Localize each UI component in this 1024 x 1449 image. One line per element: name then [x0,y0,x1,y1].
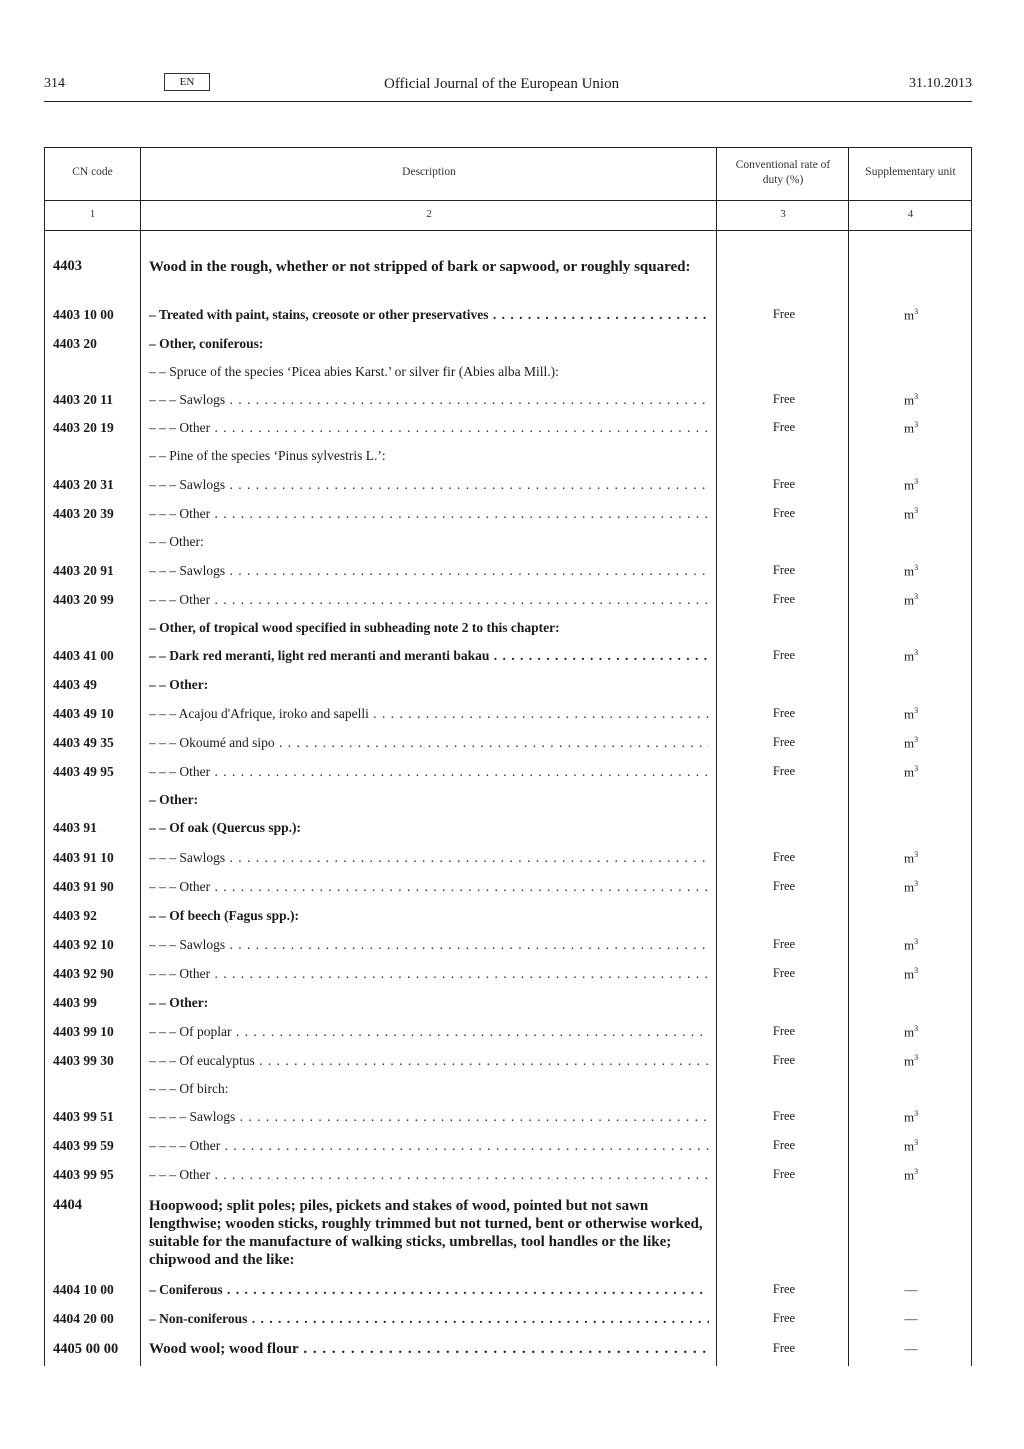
table-row [45,592,971,614]
supplementary-unit [851,1053,971,1069]
duty-rate: Free [772,392,796,406]
unit-symbol: m [903,850,915,866]
cn-code: 4403 49 [53,677,97,692]
table-row [45,364,971,386]
supplementary-unit [851,966,971,982]
description: – – – Of eucalyptus . . . [149,1053,709,1069]
description: – – – – Other . . . [149,1138,709,1154]
description: – – – – Sawlogs . . . [149,1109,709,1125]
description: – Non-coniferous . . . [149,1311,709,1327]
unit-symbol: m [903,307,915,323]
supplementary-unit [851,735,971,751]
cn-code: 4403 92 [53,908,97,923]
unit-exponent: 3 [914,764,919,773]
cn-code: 4404 [53,1197,82,1213]
publication-date: 31.10.2013 [909,76,972,91]
unit-exponent: 3 [914,1109,919,1118]
duty-rate: Free [772,764,796,778]
supplementary-unit [851,477,971,493]
unit-symbol: m [903,1024,915,1040]
supplementary-unit [851,420,971,436]
cn-code: 4403 20 19 [53,420,114,435]
table-row [45,1109,971,1131]
table-row [45,648,971,670]
description: – – – Other . . . [149,592,709,608]
description: – – – Other . . . [149,420,709,436]
table-row [45,506,971,528]
cn-code: 4403 49 95 [53,764,114,779]
cn-code: 4403 91 10 [53,850,114,865]
unit-exponent: 3 [914,506,919,515]
description: – – Other: [149,995,209,1010]
table-row [45,937,971,959]
duty-rate: Free [772,1053,796,1067]
cn-code: 4403 20 91 [53,563,114,578]
description: – – – Okoumé and sipo . . . [149,735,709,751]
supplementary-unit [851,506,971,522]
supplementary-unit [851,879,971,895]
description: – – – Other . . . [149,966,709,982]
unit-exponent: 3 [914,648,919,657]
col-header-description: Description [402,166,456,178]
cn-code: 4403 20 39 [53,506,114,521]
duty-rate: Free [772,592,796,606]
table-row [45,1197,971,1273]
cn-code: 4404 10 00 [53,1282,114,1297]
cn-code: 4403 41 00 [53,648,114,663]
supplementary-unit [851,1282,971,1298]
table-row [45,620,971,642]
supplementary-unit [851,563,971,579]
table-row [45,706,971,728]
unit-exponent: 3 [914,307,919,316]
supplementary-unit [851,850,971,866]
table-row [45,563,971,585]
col-number: 3 [780,208,786,220]
supplementary-unit [851,1109,971,1125]
supplementary-unit [851,648,971,664]
cn-code: 4403 20 11 [53,392,114,407]
unit-symbol: — [904,1311,918,1326]
unit-symbol: m [903,392,915,408]
col-number: 4 [907,208,914,220]
unit-exponent: 3 [914,966,919,975]
unit-symbol: — [904,1282,918,1297]
duty-rate: Free [772,1311,796,1325]
unit-exponent: 3 [914,392,919,401]
supplementary-unit [851,764,971,780]
unit-symbol: m [903,937,915,953]
description: – – – Other . . . [149,1167,709,1183]
supplementary-unit [851,1167,971,1183]
cn-code: 4403 49 10 [53,706,114,721]
col-number: 1 [89,208,96,220]
description: – – – Other . . . [149,879,709,895]
description: – – – Sawlogs . . . [149,563,709,579]
description: – Treated with paint, stains, creosote or other preservatives . . . [149,307,709,323]
unit-symbol: m [903,879,915,895]
table-row [45,448,971,470]
col-header-cn-code: CN code [72,166,113,178]
table-row [45,1053,971,1075]
duty-rate: Free [772,850,796,864]
cn-code: 4403 99 59 [53,1138,114,1153]
description: – – Dark red meranti, light red meranti and meranti bakau . . . [149,648,709,664]
unit-symbol: m [903,506,915,522]
header-rule [44,101,972,102]
description: – – Spruce of the species ‘Picea abies Karst.’ or silver fir (Abies alba Mill.): [149,364,559,379]
tariff-table [44,147,972,1366]
table-row [45,995,971,1017]
duty-rate: Free [772,706,796,720]
page-header [44,72,972,102]
description: – – – Sawlogs . . . [149,937,709,953]
unit-exponent: 3 [914,563,919,572]
cn-code: 4405 00 00 [53,1341,119,1357]
unit-exponent: 3 [914,420,919,429]
header-divider [45,200,971,201]
unit-exponent: 3 [914,1053,919,1062]
description: – – Other: [149,534,204,549]
table-row [45,735,971,757]
table-row [45,1138,971,1160]
description: – – – Other . . . [149,506,709,522]
duty-rate: Free [772,1024,796,1038]
table-row [45,966,971,988]
duty-rate: Free [772,937,796,951]
supplementary-unit [851,392,971,408]
supplementary-unit [851,1311,971,1327]
unit-symbol: m [903,966,915,982]
table-row [45,477,971,499]
cn-code: 4404 20 00 [53,1311,114,1326]
supplementary-unit [851,1341,971,1357]
description: – Coniferous . . . [149,1282,709,1298]
table-row [45,534,971,556]
unit-symbol: m [903,764,915,780]
description: – – Of beech (Fagus spp.): [149,908,300,923]
supplementary-unit [851,937,971,953]
description: Hoopwood; split poles; piles, pickets and stakes of wood, pointed but not sawn lengthwise; wooden sticks, roughly trimmed but not turned, bent or otherwise worked, suitable for the manufacture of walking sticks, umbrellas, tool handles or the like; chipwood and the like: [149,1198,703,1268]
table-row [45,1341,971,1363]
table-row [45,1167,971,1189]
description: – – – Sawlogs . . . [149,477,709,493]
description: – – – Sawlogs . . . [149,850,709,866]
journal-title: Official Journal of the European Union [384,76,620,92]
cn-code: 4403 91 [53,820,97,835]
duty-rate: Free [772,879,796,893]
description: Wood wool; wood flour . . . [149,1341,709,1358]
table-row [45,850,971,872]
unit-symbol: m [903,735,915,751]
supplementary-unit [851,1138,971,1154]
duty-rate: Free [772,477,796,491]
cn-code: 4403 20 [53,336,97,351]
unit-symbol: m [903,420,915,436]
unit-exponent: 3 [914,706,919,715]
table-row [45,677,971,699]
duty-rate: Free [772,1341,796,1355]
table-row [45,336,971,358]
supplementary-unit [851,307,971,323]
unit-symbol: m [903,477,915,493]
description: – Other, coniferous: [149,336,264,351]
col-header-unit: Supplementary unit [865,166,956,178]
supplementary-unit [851,1024,971,1040]
unit-exponent: 3 [914,735,919,744]
table-row [45,392,971,414]
cn-code: 4403 92 90 [53,966,114,981]
cn-code: 4403 10 00 [53,307,114,322]
unit-symbol: m [903,1167,915,1183]
description: – – – Of poplar . . . [149,1024,709,1040]
supplementary-unit [851,592,971,608]
page-number: 314 [44,76,65,91]
table-row [45,1282,971,1304]
table-row [45,1081,971,1103]
description: Wood in the rough, whether or not stripped of bark or sapwood, or roughly squared: [149,259,691,275]
unit-symbol: — [904,1341,918,1356]
unit-exponent: 3 [914,850,919,859]
duty-rate: Free [772,307,796,321]
unit-symbol: m [903,1053,915,1069]
unit-exponent: 3 [914,937,919,946]
supplementary-unit [851,706,971,722]
table-row [45,764,971,786]
duty-rate: Free [772,648,796,662]
unit-symbol: m [903,706,915,722]
duty-rate: Free [772,735,796,749]
table-row [45,792,971,814]
unit-symbol: m [903,1138,915,1154]
cn-code: 4403 92 10 [53,937,114,952]
duty-rate: Free [772,1109,796,1123]
table-row [45,1024,971,1046]
description: – – – Of birch: [149,1081,229,1096]
language-badge: EN [164,73,210,91]
cn-code: 4403 99 51 [53,1109,114,1124]
cn-code: 4403 99 30 [53,1053,114,1068]
col-header-rate: Conventional rate of duty (%) [735,159,831,186]
unit-exponent: 3 [914,1167,919,1176]
cn-code: 4403 [53,258,82,274]
cn-code: 4403 91 90 [53,879,114,894]
table-row [45,258,971,296]
unit-symbol: m [903,1109,915,1125]
cn-code: 4403 20 99 [53,592,114,607]
unit-exponent: 3 [914,477,919,486]
col-number: 2 [426,208,432,220]
duty-rate: Free [772,506,796,520]
description: – Other, of tropical wood specified in subheading note 2 to this chapter: [149,620,560,635]
description: – – – Sawlogs . . . [149,392,709,408]
description: – – Of oak (Quercus spp.): [149,820,302,835]
unit-symbol: m [903,563,915,579]
cn-code: 4403 99 [53,995,97,1010]
description: – – – Other . . . [149,764,709,780]
unit-exponent: 3 [914,879,919,888]
unit-exponent: 3 [914,1138,919,1147]
number-row-divider [45,230,971,231]
unit-exponent: 3 [914,1024,919,1033]
cn-code: 4403 49 35 [53,735,114,750]
unit-exponent: 3 [914,592,919,601]
duty-rate: Free [772,1282,796,1296]
unit-symbol: m [903,648,915,664]
duty-rate: Free [772,563,796,577]
table-row [45,908,971,930]
table-row [45,820,971,842]
duty-rate: Free [772,1138,796,1152]
description: – Other: [149,792,199,807]
table-row [45,420,971,442]
cn-code: 4403 99 10 [53,1024,114,1039]
table-row [45,1311,971,1333]
duty-rate: Free [772,420,796,434]
description: – – – Acajou d'Afrique, iroko and sapelli . . . [149,706,709,722]
duty-rate: Free [772,966,796,980]
table-row [45,879,971,901]
description: – – Other: [149,677,209,692]
cn-code: 4403 20 31 [53,477,114,492]
cn-code: 4403 99 95 [53,1167,114,1182]
unit-symbol: m [903,592,915,608]
description: – – Pine of the species ‘Pinus sylvestris L.’: [149,448,386,463]
table-row [45,307,971,329]
duty-rate: Free [772,1167,796,1181]
